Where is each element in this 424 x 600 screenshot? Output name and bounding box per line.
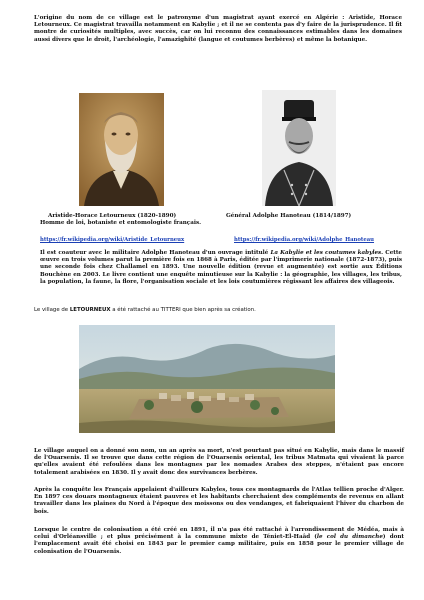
colonisation-text-1: Lorsque le centre de colonisation a été créé en 1891, il n'a pas été rattaché à l'arrondissement de Médéa, mais à celui d'Orléansville ; et plus précisément à la commune mixte de Téniet-El-Haâd ( bbox=[34, 527, 404, 541]
letourneux-caption-desc: Homme de loi, botaniste et entomologiste français. bbox=[40, 220, 202, 226]
coauthor-text-2: . Cette œuvre en trois volumes parut la première fois en 1868 à Paris, éditée par l'imprimerie nationale (1872-1873), puis une seconde fois chez Challamel en 1893. Une nouvelle édition (revue et augmentée) est sortie aux Éditions Bouchène en 2003. Le livre contient une enquête minutieuse sur la Kabylie : la géographie, les villages, les tribus, la population, la faune, la flore, l'organisation sociale et les lois coutumières régissant les affaires des villageois. bbox=[40, 250, 402, 285]
colonisation-text-2: ) dont l'emplacement avait été choisi en 1843 par le premier camp militaire, puis en 1858 pour le premier village de colonisation de l'Ouarsenis. bbox=[34, 534, 404, 555]
letourneux-wikipedia-link[interactable]: https://fr.wikipedia.org/wiki/Aristide_Letourneux bbox=[40, 237, 185, 243]
village-paragraph-1: Le village auquel on a donné son nom, un an après sa mort, n'est pourtant pas situé en Kabylie, mais dans le massif de l'Ouarsenis. Il se trouve que dans cette région de l'Ouarsenis oriental, les tribus Matmata qui vivaient là parce qu'elles avaient été refoulées dans les montagnes par les nomades Arabes des steppes, n'étaient pas encore totalement arabisées en 1830. Il y avait donc des survivances berbères. bbox=[34, 448, 404, 476]
colonisation-italic: le col du dimanche bbox=[316, 534, 383, 541]
village-name: LETOURNEUX bbox=[69, 307, 111, 313]
coauthor-paragraph bbox=[40, 250, 402, 286]
village-prefix: Le village de bbox=[34, 307, 70, 313]
letourneux-caption bbox=[40, 213, 248, 220]
village-landscape-photo bbox=[79, 325, 335, 433]
village-attachment-line bbox=[34, 307, 404, 314]
village-paragraph-2: Après la conquête les Français appelaient d'ailleurs Kabyles, tous ces montagnards de l'Atlas tellien proche d'Alger. En 1897 ces douars montagneux étaient pauvres et les habitants cherchaient des compléments de revenus en allant travailler dans les plaines du Nord à l'époque des moissons ou des vendanges, et fabriquaient l'hiver du charbon de bois. bbox=[34, 487, 404, 515]
intro-paragraph: L'origine du nom de ce village est le patronyme d'un magistrat ayant exercé en Algérie : Aristide, Horace Letourneux. Ce magistrat travailla notamment en Kabylie ; et il ne se contenta pas d'y faire de la jurisprudence. Il fit montre de curiosités multiples, avec succès, car on lui reconnu des connaissances estimables dans les domaines aussi divers que le droit, l'archéologie, l'amazighité (langue et coutumes berbères) et même la botanique. bbox=[34, 15, 402, 43]
colonisation-paragraph bbox=[34, 527, 404, 556]
village-suffix: a été rattaché au TITTERI que bien après sa création. bbox=[110, 307, 256, 313]
hanoteau-portrait bbox=[262, 90, 336, 206]
letourneux-portrait bbox=[79, 93, 164, 206]
coauthor-text-1: Il est coauteur avec le militaire Adolphe Hanoteau d'un ouvrage intitulé bbox=[40, 250, 271, 256]
letourneux-caption-name: Aristide-Horace Letourneux (1820-1890) bbox=[48, 213, 177, 219]
hanoteau-wikipedia-link[interactable]: https://fr.wikipedia.org/wiki/Adolphe_Hanoteau bbox=[234, 237, 375, 243]
hanoteau-caption: Général Adolphe Hanoteau (1814/1897) bbox=[226, 213, 352, 219]
book-title: La Kabylie et les coutumes kabyles bbox=[270, 250, 382, 256]
